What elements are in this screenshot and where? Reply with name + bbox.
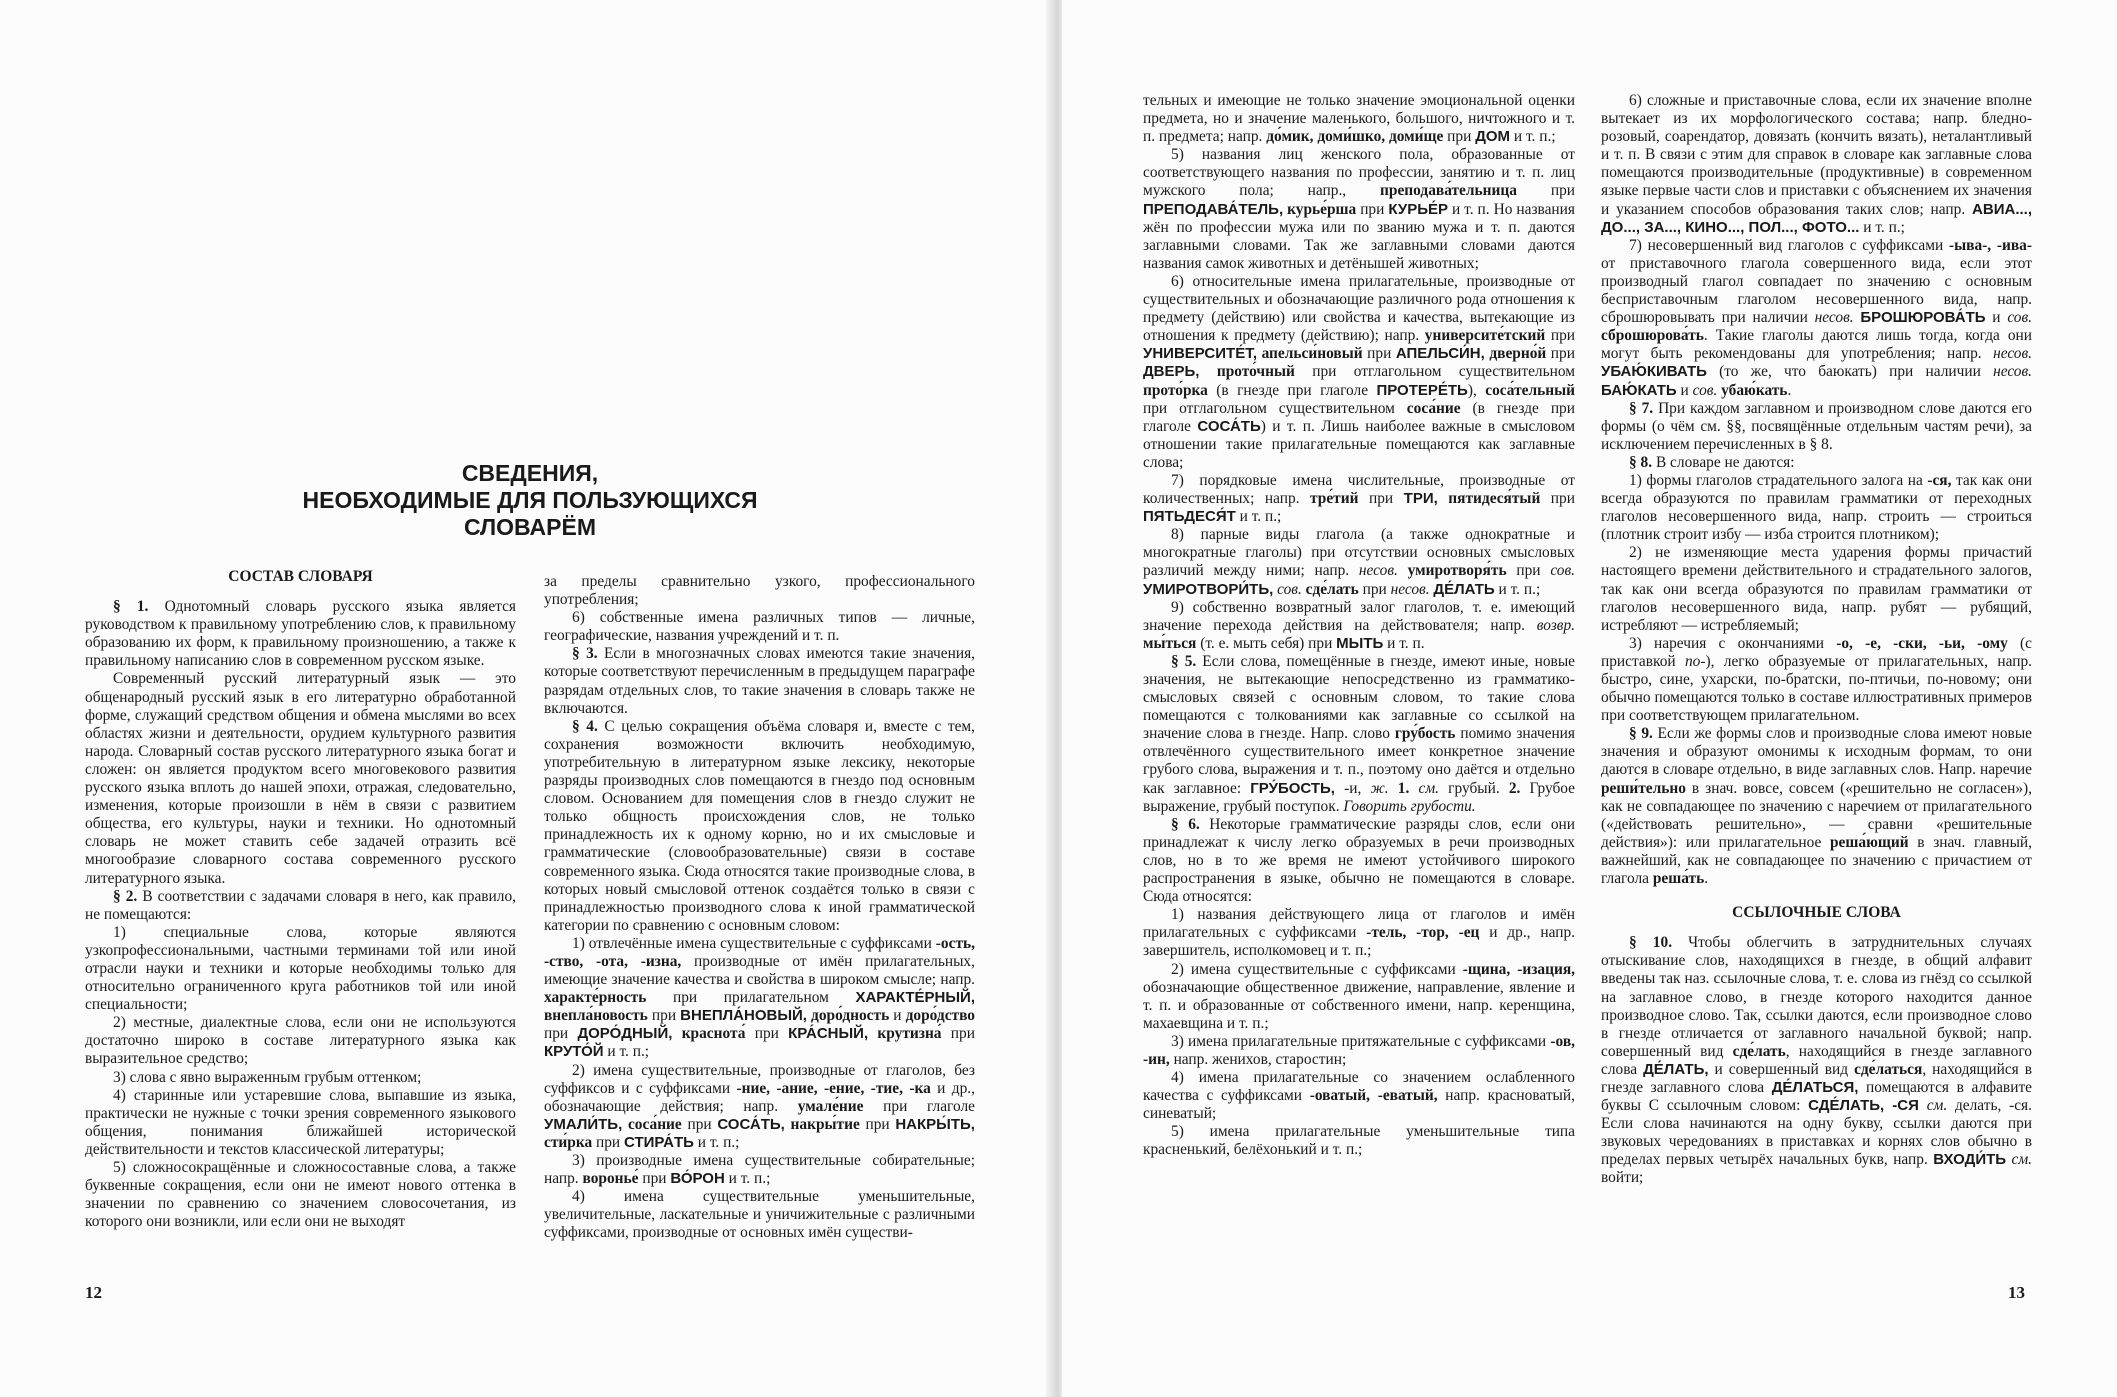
paragraph: 5) названия лиц женского пола, образованные от соответствующего названия по профессии, занятию и т. п. лиц мужского пола; напр., преподава́тельница при ПРЕПОДАВА́ТЕЛЬ, курье́рша при КУРЬЕ́Р и т. п. Но названия жён по профессии мужа или по званию мужа и т. п. даются заглавными словами. Так же заглавными словами даются названия самок животных и детёнышей животных;	[1143, 146, 1575, 272]
paragraph: § 7. При каждом заглавном и производном слове даются его формы (о чём см. §§, посвящённые отдельным частям речи), за исключением перечисленных в § 8.	[1601, 399, 2033, 453]
paragraph: 3) наречия с окончаниями -о, -е, -ски, -ьи, -ому (с приставкой по-), легко образуемые от прилагательных, напр. быстро, сине, ухарски, по-братски, по-птичьи, по-новому; они обычно помещаются только в составе иллюстративных примеров при соответствующем прилагательном.	[1601, 634, 2033, 725]
right-page	[1062, 0, 2117, 1397]
paragraph: 3) производные имена существительные собирательные; напр. воронье́ при ВО́РОН и т. п.;	[544, 1152, 975, 1188]
paragraph: 3) имена прилагательные притяжательные с суффиксами -ов, -ин, напр. женихов, старостин;	[1143, 1032, 1575, 1068]
paragraph: 2) имена существительные, производные от глаголов, без суффиксов и с суффиксами -ние, -ание, -ение, -тие, -ка и др., обозначающие действия; напр. умале́ние при глаголе УМАЛИ́ТЬ, соса́ние при СОСА́ТЬ, накры́тие при НАКРЫ́ТЬ, сти́рка при СТИРА́ТЬ и т. п.;	[544, 1061, 976, 1151]
text-column-1	[85, 568, 516, 1231]
paragraph: 5) сложносокращённые и сложносоставные слова, а также буквенные сокращения, если они не имеют нового оттенка в значении по сравнению со значением словосочетания, из которого они возникли, или если они не выходят	[85, 1159, 516, 1231]
title-line-1: СВЕДЕНИЯ,	[461, 460, 599, 486]
paragraph: 1) названия действующего лица от глаголов и имён прилагательных с суффиксами -тель, -тор, -ец и др., напр. завершитель, исполкомовец и т. п.;	[1143, 906, 1575, 960]
paragraph: 1) специальные слова, которые являются узкопрофессиональными, частными терминами той или иной отрасли науки и техники и которые необходимы только для относительно ограниченного круга работников той или иной специальности;	[85, 923, 516, 1014]
paragraph: § 4. С целью сокращения объёма словаря и, вместе с тем, сохранения возможности включить необходимую, употребительную в литературном языке лексику, некоторые разряды производных слов помещаются в гнездо под основным словом. Основанием для помещения слов в гнездо служит не только общность происхождения слов, не только принадлежность их к одному корню, но и их смысловые и грамматические (словообразовательные) связи в составе современного языка. Сюда относятся такие производные слова, в которых новый смысловой оттенок создаётся только в связи с принадлежностью производного слова к иной грамматической категории по сравнению с основным словом:	[544, 717, 975, 934]
page-title	[300, 460, 760, 541]
paragraph: 4) имена существительные уменьшительные, увеличительные, ласкательные и уничижительные с различными суффиксами, производные от основных имён существи-	[544, 1188, 975, 1242]
title-line-2: НЕОБХОДИМЫЕ ДЛЯ ПОЛЬЗУЮЩИХСЯ	[302, 487, 758, 513]
paragraph: 2) имена существительные с суффиксами -щина, -изация, обозначающие общественное движение, направление, явление и т. п. и образованные от собственного имени, напр. керенщина, махаевщина и т. п.;	[1143, 960, 1575, 1032]
text-column-3	[1143, 92, 1575, 1160]
paragraph: 3) слова с явно выраженным грубым оттенком;	[113, 1068, 422, 1086]
paragraph: 5) имена прилагательные уменьшительные типа красненький, белёхонький и т. п.;	[1143, 1123, 1575, 1159]
paragraph: 2) местные, диалектные слова, если они не используются достаточно широко в составе литературного языка как выразительное средство;	[85, 1014, 516, 1068]
paragraph: 6) сложные и приставочные слова, если их значение вполне вытекает из их морфологического состава; напр. бледно-розовый, соарендатор, довязать (кончить вязать), неталантливый и т. п. В связи с этим для справок в словаре как заглавные слова помещаются производительные (продуктивные) в современном языке первые части слов и приставки с объяснением их значения и указанием способов образования таких слов; напр. АВИА..., ДО..., ЗА..., КИНО..., ПОЛ..., ФОТО... и т. п.;	[1601, 92, 2032, 236]
paragraph: 6) собственные имена различных типов — личные, географические, названия учреждений и т. п.	[544, 609, 975, 645]
paragraph: 8) парные виды глагола (а также однократные и многократные глаголы) при отсутствии основных смысловых различий между ними; напр. несов. умиротворя́ть при сов. УМИРОТВОРИ́ТЬ, сов. сде́лать при несов. ДЕ́ЛАТЬ и т. п.;	[1143, 526, 1575, 598]
paragraph: 7) несовершенный вид глаголов с суффиксами -ыва-, -ива- от приставочного глагола совершенного вида, если этот производный глагол совпадает по значению с основным бесприставочным глаголом несовершенного вида, напр. сброшюровывать при наличии несов. БРОШЮРОВА́ТЬ и сов. сброшюрова́ть. Такие глаголы даются лишь тогда, когда они могут быть рекомендованы для употребления; напр. несов. УБАЮ́КИВАТЬ (то же, что баюкать) при наличии несов. БАЮ́КАТЬ и сов. убаю́кать.	[1601, 236, 2032, 399]
paragraph: § 6. Некоторые грамматические разряды слов, если они принадлежат к числу легко образуемых в речи производных слов, но в то же время не имеют устойчивого широкого распространения в языке, обычно не помещаются в словаре. Сюда относятся:	[1143, 815, 1576, 906]
page-number-left: 12	[85, 1283, 102, 1302]
paragraph: § 5. Если слова, помещённые в гнезде, имеют иные, новые значения, не вытекающие непосредственно из грамматико-смысловых связей с основным словом, то такие слова помещаются с толкованиями как заглавные со ссылкой на значение слова в гнезде. Напр. слово гру́бость помимо значения отвлечённого существительного имеет конкретное значение грубого слова, выражения и т. п., поэтому оно даётся и отдельно как заглавное: ГРУ́БОСТЬ, -и, ж. 1. см. грубый. 2. Грубое выражение, грубый поступок. Говорить грубости.	[1143, 652, 1576, 815]
paragraph: 4) имена прилагательные со значением ослабленного качества с суффиксами -оватый, -еватый, напр. красноватый, синеватый;	[1143, 1069, 1575, 1123]
section-heading-references: ССЫЛОЧНЫЕ СЛОВА	[1732, 904, 1901, 922]
paragraph: § 8. В словаре не даются:	[1629, 453, 1795, 471]
paragraph: § 1. Однотомный словарь русского языка является руководством к правильному употреблению слов, к правильному образованию их форм, к правильному произношению, а также к правильному написанию слов в современном русском языке.	[85, 598, 516, 670]
paragraph: тельных и имеющие не только значение эмоциональной оценки предмета, но и значение маленького, большого, ничтожного и т. п. предмета; напр. до́мик, доми́шко, доми́ще при ДОМ и т. п.;	[1143, 92, 1575, 146]
paragraph: Современный русский литературный язык — это общенародный русский язык в его литературно обработанной форме, служащий средством общения и обмена мыслями во всех областях жизни и деятельности, орудием культурного развития народа. Словарный состав русского литературного языка богат и сложен: он является продуктом всего многовекового развития русского языка вплоть до нашей эпохи, отражая, следовательно, изменения, которые произошли в нём в связи с развитием общества, его культуры, науки и техники. Но однотомный словарь не может ставить себе задачей отразить всё многообразие словарного состава современного русского литературного языка.	[85, 670, 516, 887]
paragraph: 9) собственно возвратный залог глаголов, т. е. имеющий значение перехода действия на действователя; напр. возвр. мы́ться (т. е. мыть себя) при МЫТЬ и т. п.	[1143, 598, 1575, 652]
paragraph: § 10. Чтобы облегчить в затруднительных случаях отыскивание слов, находящихся в гнезде, в общий алфавит введены так наз. ссылочные слова, т. е. слова из гнёзд со ссылкой на заглавное слово, в гнезде которого находится данное производное слово. Так, ссылки даются, если производное слово в гнезде отличается от заглавного начальной буквой; напр. совершенный вид сде́лать, находящийся в гнезде заглавного слова ДЕ́ЛАТЬ, и совершенный вид сде́латься, находящийся в гнезде заглавного слова ДЕ́ЛАТЬСЯ, помещаются в алфавите буквы С ссылочным словом: СДЕ́ЛАТЬ, -СЯ см. делать, -ся. Если слова начинаются на одну букву, ссылки даются при звуковых чередованиях в приставках и корнях слов обычно в пределах первых четырёх начальных букв, напр. ВХОДИ́ТЬ см. войти;	[1601, 934, 2032, 1187]
paragraph: за пределы сравнительно узкого, профессионального употребления;	[544, 573, 975, 609]
paragraph: § 9. Если же формы слов и производные слова имеют новые значения и образуют омонимы к исходным формам, то они даются в словаре отдельно, в виде заглавных слов. Напр. наречие реши́тельно в знач. вовсе, совсем («решительно не согласен»), как не совпадающее по значению с наречием от прилагательного («действовать решительно», — сравни «решительные действия»): или прилагательное реша́ющий в знач. главный, важнейший, как не совпадающее по значению с причастием от глагола реша́ть.	[1601, 725, 2032, 888]
left-page	[0, 0, 1056, 1397]
paragraph: § 3. Если в многозначных словах имеются такие значения, которые соответствуют перечисленным в предыдущем параграфе разрядам отдельных слов, то такие значения в словарь также не включаются.	[544, 645, 976, 717]
paragraph: 4) старинные или устаревшие слова, выпавшие из языка, практически не нужные с точки зрения современного языкового общения, понимания ближайшей исторической действительности и текстов классической литературы;	[85, 1086, 516, 1158]
paragraph: 7) порядковые имена числительные, производные от количественных; напр. тре́тий при ТРИ, пятидеся́тый при ПЯТЬДЕСЯ́Т и т. п.;	[1143, 471, 1575, 526]
paragraph: 1) формы глаголов страдательного залога на -ся, так как они всегда образуются по правилам грамматики от переходных глаголов несовершенного вида, напр. строить — строиться (плотник строит избу — изба строится плотником);	[1601, 471, 2032, 544]
paragraph: 1) отвлечённые имена существительные с суффиксами -ость, -ство, -ота, -изна, производные от имён прилагательных, имеющие значение качества и свойства в широком смысле; напр. характе́рность при прилагательном ХАРАКТЕ́РНЫЙ, внепла́новость при ВНЕПЛА́НОВЫЙ, доро́дность и доро́дство при ДОРО́ДНЫЙ, краснота́ при КРА́СНЫЙ, крутизна́ при КРУТО́Й и т. п.;	[544, 934, 975, 1061]
paragraph: 2) не изменяющие места ударения формы причастий настоящего времени действительного и страдательного залогов, так как они всегда образуются по правилам грамматики от глаголов несовершенного вида, напр. рубят — рубящий, истребляют — истребляемый;	[1601, 544, 2032, 634]
section-heading-composition: СОСТАВ СЛОВАРЯ	[228, 568, 373, 585]
title-line-3: СЛОВАРЁМ	[463, 514, 597, 540]
paragraph: § 2. В соответствии с задачами словаря в него, как правило, не помещаются:	[85, 887, 516, 923]
text-column-2	[544, 573, 975, 1242]
text-column-4	[1601, 92, 2032, 1188]
paragraph: 6) относительные имена прилагательные, производные от существительных и обозначающие различного рода отношения к предмету (действию) или свойства и качества, вытекающие из отношения к предмету (действию); напр. университе́тский при УНИВЕРСИТЕ́Т, апельси́новый при АПЕЛЬСИ́Н, дверно́й при ДВЕРЬ, прото́чный при отглагольном существительном прото́рка (в гнезде при глаголе ПРОТЕРЕ́ТЬ), соса́тельный при отглагольном существительном соса́ние (в гнезде при глаголе СОСА́ТЬ) и т. п. Лишь наиболее важные в смысловом отношении такие прилагательные помещаются как заглавные слова;	[1143, 272, 1576, 471]
page-number-right: 13	[2008, 1283, 2025, 1302]
